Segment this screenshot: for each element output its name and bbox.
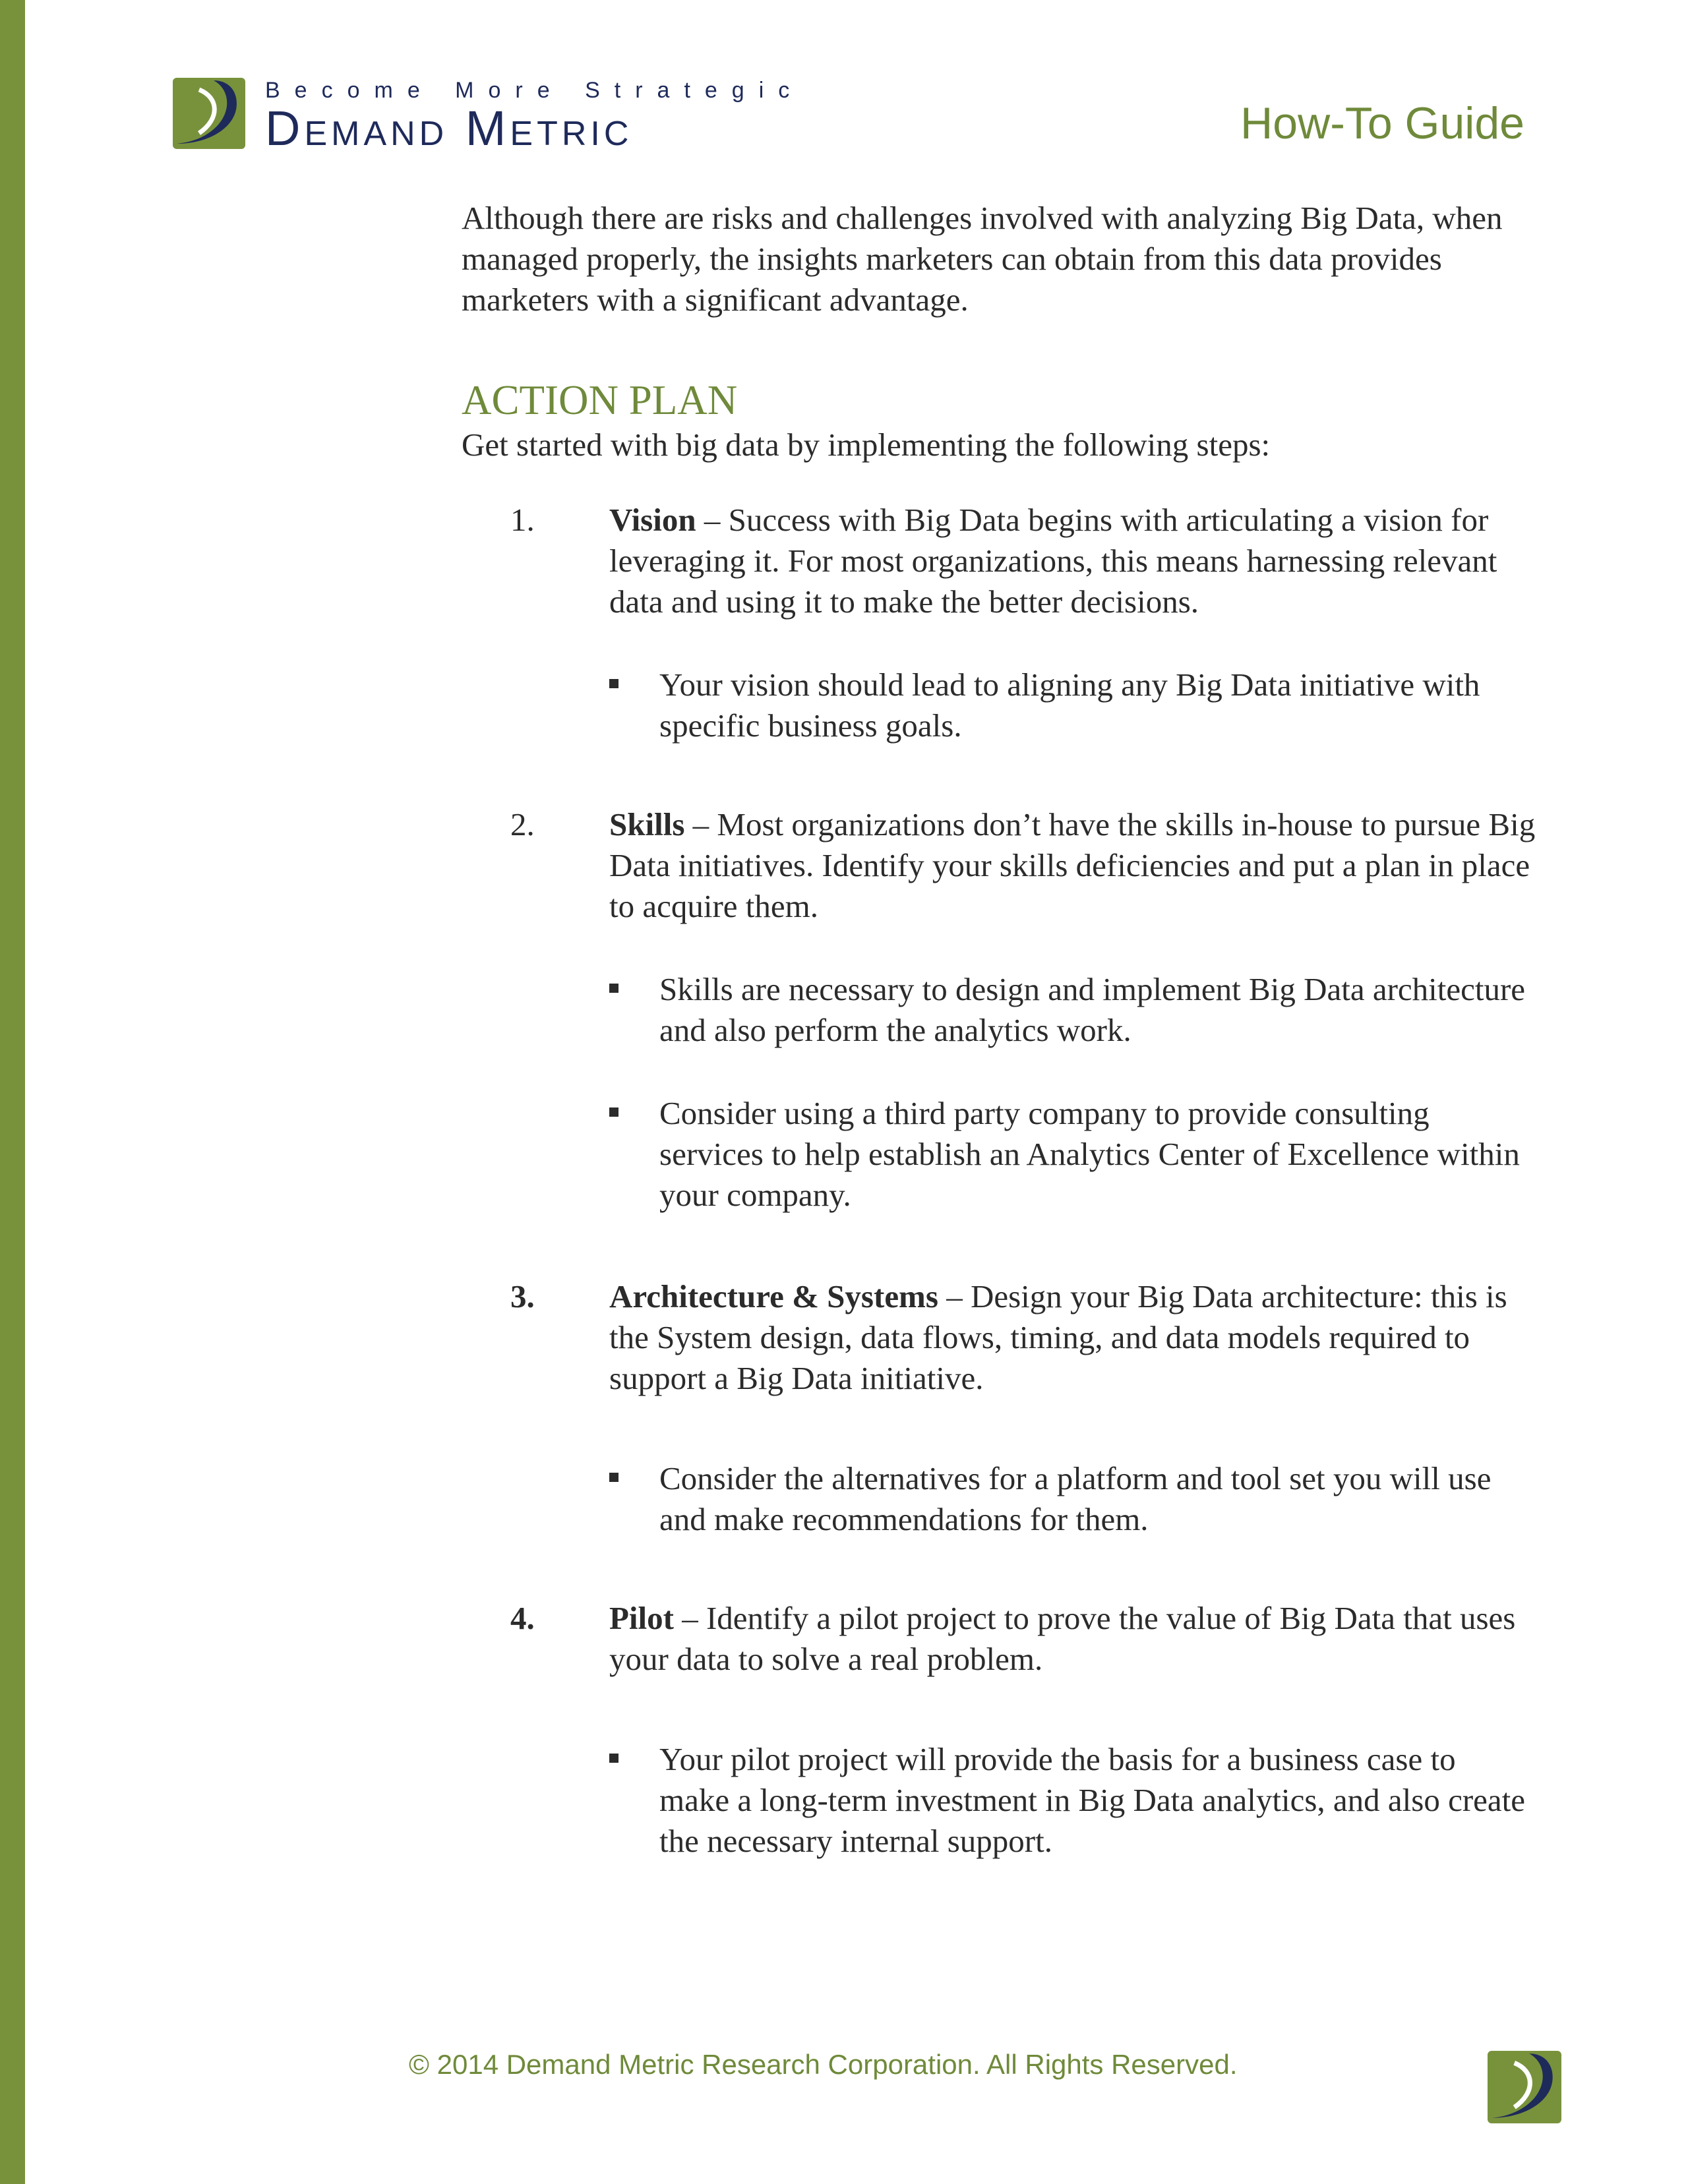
bullet-text: Your vision should lead to aligning any Big Data initiative with specific business goals. — [659, 666, 1480, 744]
bullet-text: Your pilot project will provide the basis for a business case to make a long-term investment in Big Data analytics, and also create the necessary internal support. — [659, 1741, 1526, 1859]
step-number: 2. — [510, 806, 535, 842]
bullet-text: Consider the alternatives for a platform and tool set you will use and make recommendations for them. — [659, 1460, 1492, 1537]
action-plan-lead: Get started with big data by implementing the following steps: — [462, 427, 1271, 463]
step-number: 1. — [510, 502, 535, 538]
page-content — [462, 198, 1543, 465]
left-accent-bar — [0, 0, 25, 2184]
step-description: – Most organizations don’t have the skills in-house to pursue Big Data initiatives. Identify your skills deficiencies and put a plan in place to acquire them. — [609, 806, 1536, 924]
bullet-item — [609, 1093, 1532, 1216]
step-item-vision — [510, 500, 1539, 622]
action-plan-heading: ACTION PLAN — [462, 377, 738, 423]
bullet-text: Consider using a third party company to provide consulting services to help establish an Analytics Center of Excellence within your company. — [659, 1095, 1520, 1213]
square-bullet-icon — [609, 679, 618, 688]
step-description: – Design your Big Data architecture: this is the System design, data flows, timing, and data models required to support a Big Data initiative. — [609, 1278, 1507, 1396]
bullet-item — [609, 1458, 1532, 1540]
step-term: Pilot — [609, 1600, 674, 1636]
step-item-pilot — [510, 1598, 1539, 1680]
step-item-architecture — [510, 1276, 1539, 1399]
step-number: 3. — [510, 1278, 535, 1314]
step-number: 4. — [510, 1600, 535, 1636]
intro-paragraph: Although there are risks and challenges involved with analyzing Big Data, when managed properly, the insights marketers can obtain from this data provides marketers with a significant advantage. — [462, 200, 1503, 318]
square-bullet-icon — [609, 1473, 618, 1482]
brand-name: Demand Metric — [265, 101, 633, 156]
bullet-item — [609, 969, 1532, 1051]
step-item-skills — [510, 804, 1539, 927]
footer-copyright: © 2014 Demand Metric Research Corporation. All Rights Reserved. — [409, 2049, 1238, 2080]
square-bullet-icon — [609, 1754, 618, 1763]
step-description: – Identify a pilot project to prove the value of Big Data that uses your data to solve a real problem. — [609, 1600, 1516, 1677]
logo-mark-icon — [173, 78, 245, 149]
guide-title: How-To Guide — [1240, 98, 1524, 148]
bullet-item — [609, 1739, 1532, 1862]
step-description: – Success with Big Data begins with articulating a vision for leveraging it. For most organizations, this means harnessing relevant data and using it to make the better decisions. — [609, 502, 1497, 620]
brand-tagline: Become More Strategic — [265, 78, 804, 103]
step-term: Vision — [609, 502, 696, 538]
step-term: Skills — [609, 806, 685, 842]
square-bullet-icon — [609, 984, 618, 993]
step-term: Architecture & Systems — [609, 1278, 938, 1314]
bullet-item — [609, 664, 1532, 746]
square-bullet-icon — [609, 1107, 618, 1117]
bullet-text: Skills are necessary to design and implement Big Data architecture and also perform the analytics work. — [659, 971, 1526, 1048]
footer-logo-icon — [1488, 2050, 1561, 2124]
